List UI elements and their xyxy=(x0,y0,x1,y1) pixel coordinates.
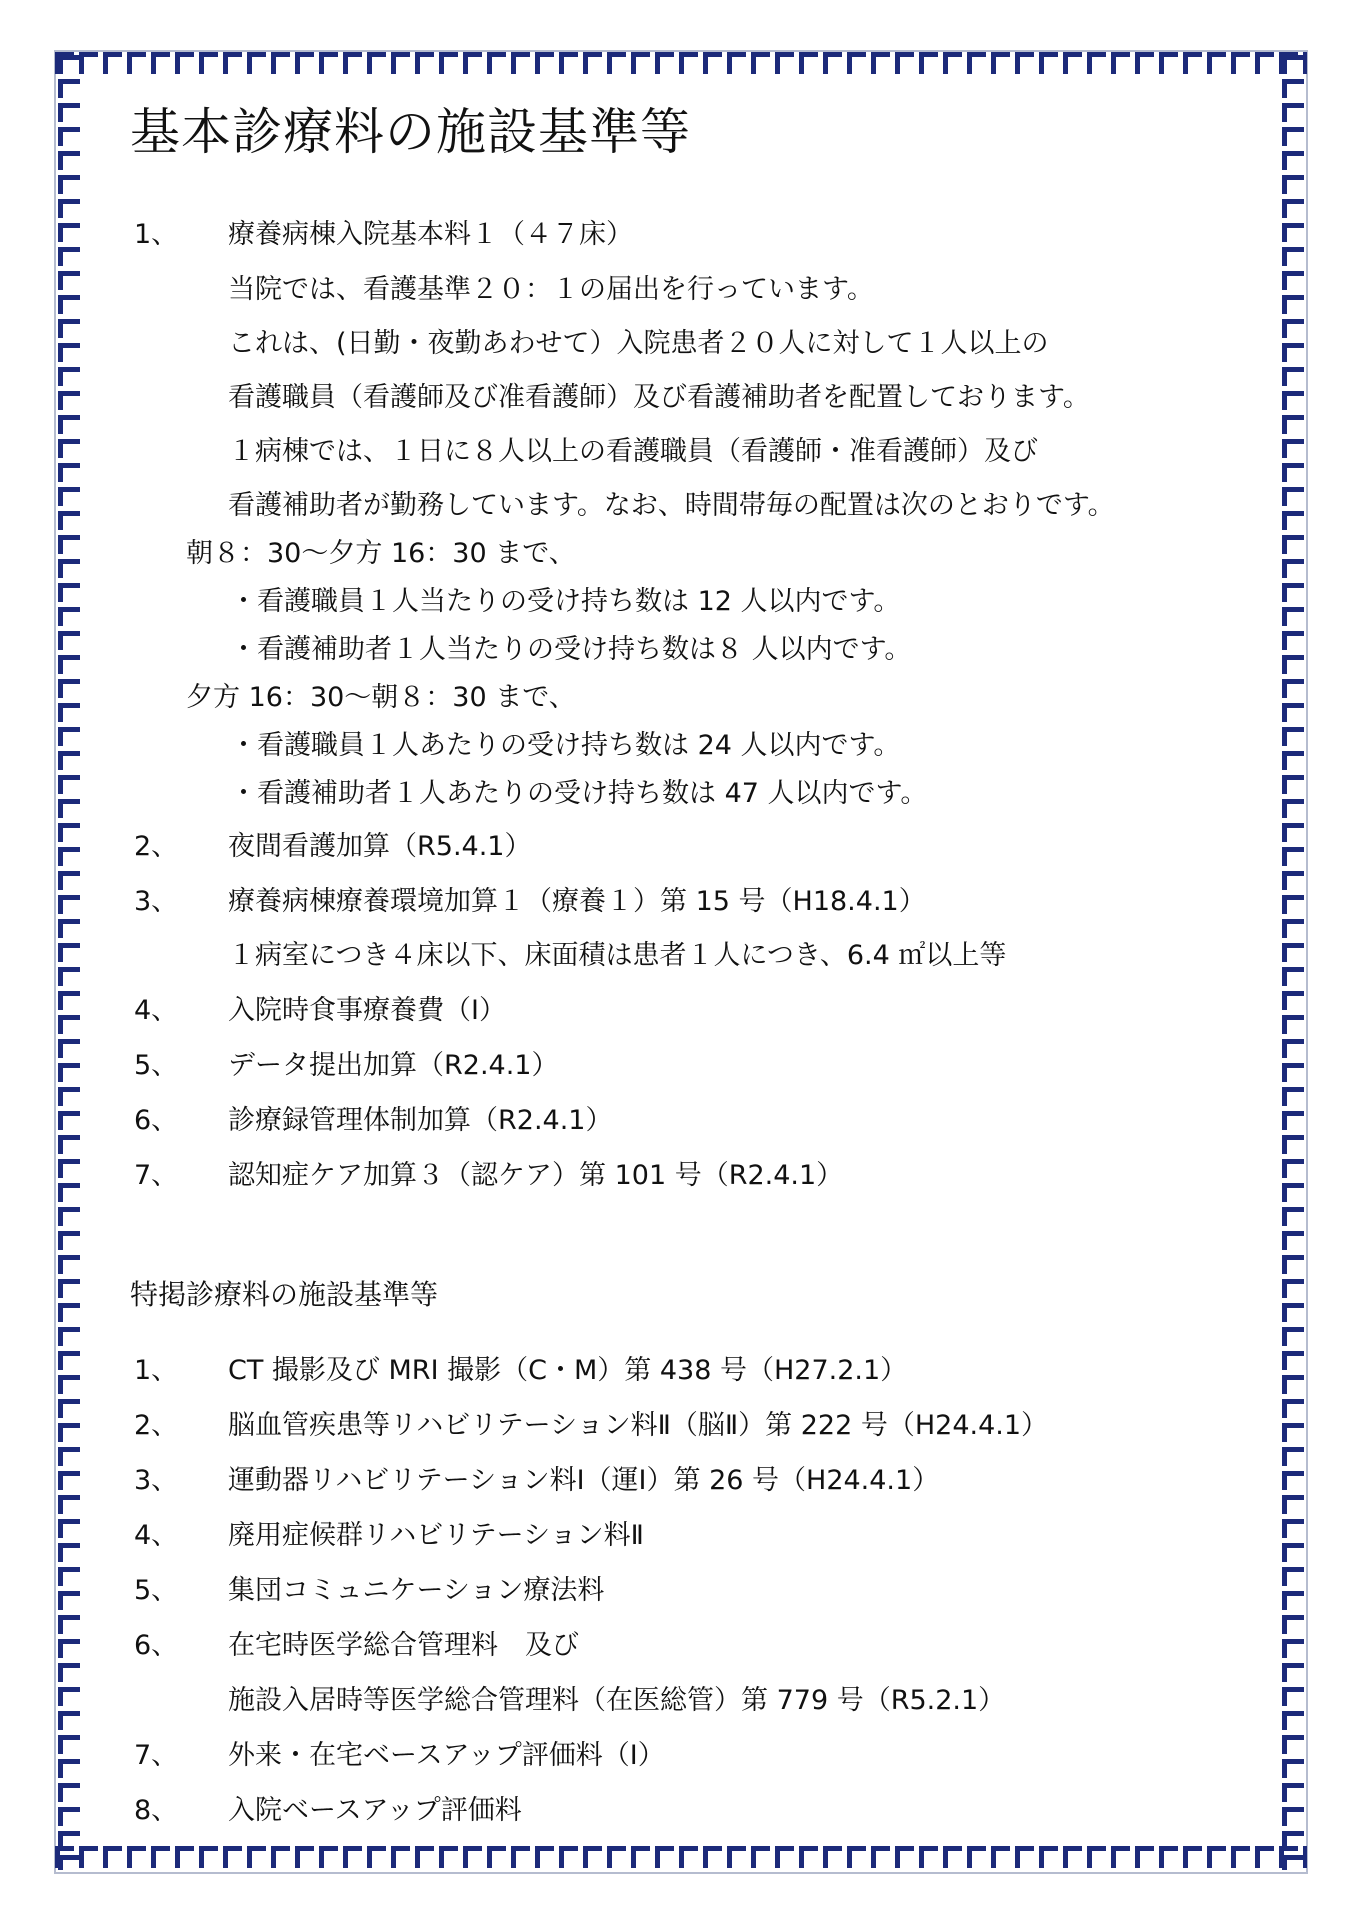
special-item-5-label: 集団コミュニケーション療法料 xyxy=(228,1575,605,1606)
basic-item-6-number: 6、 xyxy=(134,1105,179,1136)
basic-item-4-label: 入院時食事療養費（Ⅰ） xyxy=(228,995,506,1026)
basic-item-1-label: 療養病棟入院基本料１（４７床） xyxy=(228,219,633,250)
special-item-7-label: 外来・在宅ベースアップ評価料（Ⅰ） xyxy=(228,1740,665,1771)
basic-item-7-label: 認知症ケア加算３（認ケア）第 101 号（R2.4.1） xyxy=(228,1160,844,1191)
basic-item-6-label: 診療録管理体制加算（R2.4.1） xyxy=(228,1105,613,1136)
basic-item-1-line: これは、(日勤・夜勤あわせて）入院患者２０人に対して１人以上の xyxy=(228,328,1049,359)
frame-top-ticks xyxy=(55,52,1307,74)
special-item-8-number: 8、 xyxy=(134,1795,179,1826)
special-item-8-label: 入院ベースアップ評価料 xyxy=(228,1795,522,1826)
basic-item-3-line: １病室につき４床以下、床面積は患者１人につき、6.4 ㎡以上等 xyxy=(228,940,1007,971)
frame-right-ticks xyxy=(1282,55,1304,1870)
basic-item-5-label: データ提出加算（R2.4.1） xyxy=(228,1050,559,1081)
page-title: 基本診療料の施設基準等 xyxy=(130,103,691,161)
day-shift-bullet: ・看護職員１人当たりの受け持ち数は 12 人以内です。 xyxy=(230,586,901,617)
basic-item-1-line: １病棟では、１日に８人以上の看護職員（看護師・准看護師）及び xyxy=(228,436,1038,467)
basic-item-1-line: 看護職員（看護師及び准看護師）及び看護補助者を配置しております。 xyxy=(228,382,1090,413)
special-item-3-label: 運動器リハビリテーション料Ⅰ（運Ⅰ）第 26 号（H24.4.1） xyxy=(228,1465,940,1496)
special-item-2-label: 脳血管疾患等リハビリテーション料Ⅱ（脳Ⅱ）第 222 号（H24.4.1） xyxy=(228,1410,1049,1441)
day-shift-header: 朝８：30～夕方 16：30 まで、 xyxy=(186,538,576,569)
basic-item-3-label: 療養病棟療養環境加算１（療養１）第 15 号（H18.4.1） xyxy=(228,886,926,917)
basic-item-2-label: 夜間看護加算（R5.4.1） xyxy=(228,831,532,862)
special-item-1-number: 1、 xyxy=(134,1355,179,1386)
night-shift-header: 夕方 16：30～朝８：30 まで、 xyxy=(186,682,576,713)
special-item-3-number: 3、 xyxy=(134,1465,179,1496)
special-section-heading: 特掲診療料の施設基準等 xyxy=(130,1278,439,1311)
night-shift-bullet: ・看護補助者１人あたりの受け持ち数は 47 人以内です。 xyxy=(230,778,928,809)
basic-item-2-number: 2、 xyxy=(134,831,179,862)
special-item-4-label: 廃用症候群リハビリテーション料Ⅱ xyxy=(228,1520,644,1551)
basic-item-1-line: 当院では、看護基準２０：１の届出を行っています。 xyxy=(228,274,874,305)
basic-item-1-line: 看護補助者が勤務しています。なお、時間帯毎の配置は次のとおりです。 xyxy=(228,490,1115,521)
basic-item-5-number: 5、 xyxy=(134,1050,179,1081)
special-item-6-number: 6、 xyxy=(134,1630,179,1661)
special-item-6-line: 施設入居時等医学総合管理料（在医総管）第 779 号（R5.2.1） xyxy=(228,1685,1006,1716)
frame-left-ticks xyxy=(58,55,80,1870)
special-item-1-label: CT 撮影及び MRI 撮影（C・M）第 438 号（H27.2.1） xyxy=(228,1355,908,1386)
special-item-6-label: 在宅時医学総合管理料 及び xyxy=(228,1630,579,1661)
frame-bottom-ticks xyxy=(55,1846,1307,1868)
basic-item-4-number: 4、 xyxy=(134,995,179,1026)
special-item-5-number: 5、 xyxy=(134,1575,179,1606)
night-shift-bullet: ・看護職員１人あたりの受け持ち数は 24 人以内です。 xyxy=(230,730,901,761)
basic-item-1-number: 1、 xyxy=(134,219,179,250)
basic-item-7-number: 7、 xyxy=(134,1160,179,1191)
basic-item-3-number: 3、 xyxy=(134,886,179,917)
special-item-7-number: 7、 xyxy=(134,1740,179,1771)
special-item-4-number: 4、 xyxy=(134,1520,179,1551)
special-item-2-number: 2、 xyxy=(134,1410,179,1441)
day-shift-bullet: ・看護補助者１人当たりの受け持ち数は８ 人以内です。 xyxy=(230,634,912,665)
